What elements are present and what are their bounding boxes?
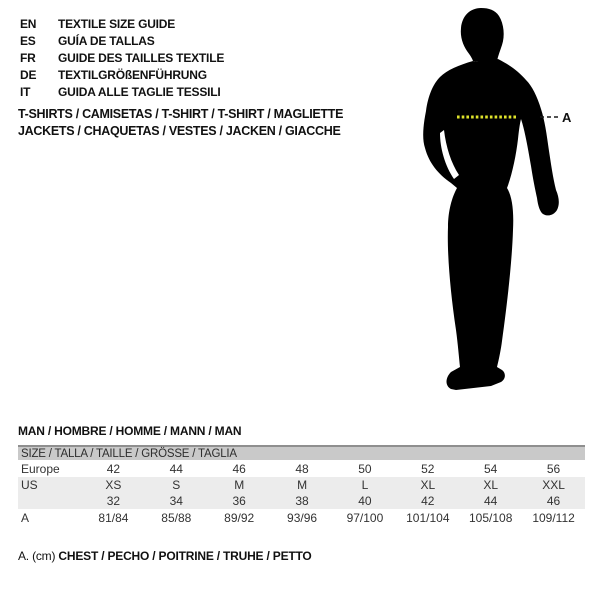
table-row-us [18,477,585,493]
table-cell: 46 [232,461,246,476]
footnote-text: CHEST / PECHO / POITRINE / TRUHE / PETTO [58,549,312,563]
table-cell: 44 [169,461,183,476]
table-cell: 36 [232,494,246,508]
table-row-unlabeled [18,493,585,509]
row-label: US [21,478,38,492]
language-label: GUIDE DES TAILLES TEXTILE [58,51,225,65]
table-cell: 40 [358,494,372,508]
table-cell: XS [105,478,122,492]
table-cell: 42 [106,461,121,476]
table-row-chest-a [18,509,585,526]
language-label: GUÍA DE TALLAS [58,34,155,48]
row-label: Europe [21,461,60,476]
table-cell: 85/88 [161,510,192,525]
footnote-chest-measure [18,549,312,563]
table-cell: 56 [546,461,561,476]
table-cell: 109/112 [532,510,575,525]
category-line-tshirts: T-SHIRTS / CAMISETAS / T-SHIRT / T-SHIRT / MAGLIETTE [18,107,344,121]
table-row-europe [18,460,585,477]
row-label: A [21,510,30,525]
table-cell: 46 [546,494,561,508]
table-cell: 93/96 [287,510,318,525]
language-label: TEXTILE SIZE GUIDE [58,17,176,31]
measure-label-a: A [562,110,572,125]
table-cell: S [172,478,181,492]
table-cell: 38 [295,494,309,508]
table-cell: 42 [421,494,435,508]
language-label: TEXTILGRÖßENFÜHRUNG [58,68,207,82]
language-code: DE [20,68,37,82]
silhouette-head [461,8,504,63]
table-cell: 89/92 [224,510,255,525]
silhouette-body [423,59,559,390]
table-cell: 105/108 [468,510,513,525]
language-code: EN [20,17,37,31]
table-cell: M [297,478,308,492]
table-cell: 97/100 [346,510,384,525]
footnote-prefix: A. (cm) [18,549,56,563]
language-code: FR [20,51,36,65]
table-cell: 44 [484,494,498,508]
table-cell: 101/104 [406,510,450,525]
table-cell: XL [483,478,499,492]
language-code: IT [20,85,31,99]
table-cell: 48 [295,461,309,476]
table-cell: 50 [358,461,372,476]
table-cell: L [361,478,369,492]
table-cell: XXL [542,478,565,492]
table-cell: 81/84 [98,510,129,525]
table-cell: 34 [169,494,183,508]
section-title-man: MAN / HOMBRE / HOMME / MANN / MAN [18,424,242,438]
size-table [18,445,585,526]
category-line-jackets: JACKETS / CHAQUETAS / VESTES / JACKEN / GIACCHE [18,124,341,138]
language-label: GUIDA ALLE TAGLIE TESSILI [58,85,221,99]
table-cell: 54 [484,461,498,476]
table-cell: 32 [106,494,121,508]
size-table-header: SIZE / TALLA / TAILLE / GRÖSSE / TAGLIA [18,447,585,460]
table-cell: 52 [421,461,435,476]
table-cell: XL [420,478,436,492]
language-code: ES [20,34,36,48]
table-cell: M [234,478,245,492]
